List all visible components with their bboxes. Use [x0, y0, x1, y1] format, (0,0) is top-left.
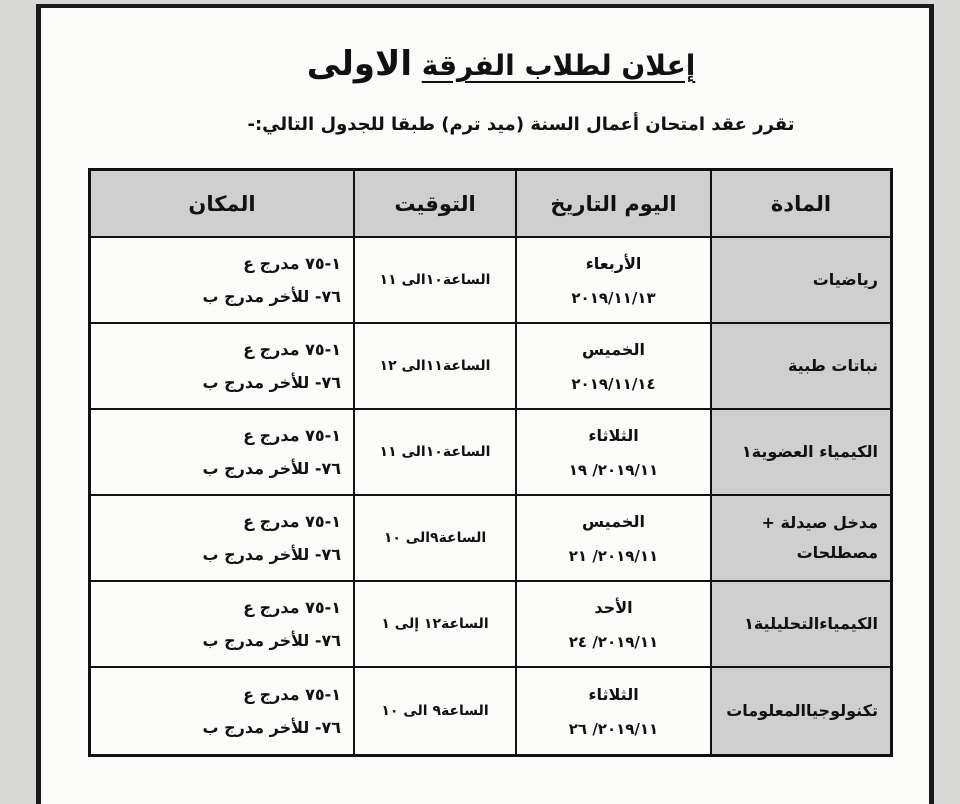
place-line-2: ٧٦- للأخر مدرج ب	[202, 545, 341, 564]
header-time: التوقيت	[353, 171, 515, 238]
day-name: الثلاثاء	[588, 425, 639, 445]
place-line-1: ١-٧٥ مدرج ع	[243, 598, 341, 617]
header-day-date: اليوم التاريخ	[515, 171, 710, 238]
place-line-1: ١-٧٥ مدرج ع	[243, 512, 341, 531]
place-cell	[91, 324, 353, 410]
time-cell: الساعة١٠الى ١١	[353, 410, 515, 496]
day-date-cell	[515, 668, 710, 754]
day-date-cell	[515, 410, 710, 496]
day-date-cell	[515, 324, 710, 410]
subject-cell: رياضيات	[710, 238, 890, 324]
exam-schedule-table	[88, 168, 893, 757]
page-title	[291, 44, 711, 84]
place-cell	[91, 668, 353, 754]
time-cell: الساعة٩ الى ١٠	[353, 668, 515, 754]
place-line-1: ١-٧٥ مدرج ع	[243, 340, 341, 359]
exam-date: ٢٠١٩/١١/ ٢٦	[568, 719, 659, 738]
day-date-cell	[515, 582, 710, 668]
header-subject: المادة	[710, 171, 890, 238]
header-place: المكان	[91, 171, 353, 238]
time-cell: الساعة١١الى ١٢	[353, 324, 515, 410]
subject-cell: نباتات طبية	[710, 324, 890, 410]
time-cell: الساعة٩الى ١٠	[353, 496, 515, 582]
day-date-cell	[515, 238, 710, 324]
time-cell: الساعة١٢ إلى ١	[353, 582, 515, 668]
place-line-2: ٧٦- للأخر مدرج ب	[202, 373, 341, 392]
subject-cell: مدخل صيدلة + مصطلحات	[710, 496, 890, 582]
subject-cell: الكيمياء العضوية١	[710, 410, 890, 496]
day-name: الخميس	[582, 339, 645, 359]
place-cell	[91, 496, 353, 582]
exam-date: ٢٠١٩/١١/ ٢٤	[568, 632, 659, 651]
exam-date: ٢٠١٩/١١/ ٢١	[568, 546, 659, 565]
day-name: الخميس	[582, 511, 645, 531]
announcement-subtitle: تقرر عقد امتحان أعمال السنة (ميد ترم) طبقا للجدول التالي:-	[247, 114, 795, 135]
title-part1: إعلان لطلاب الفرقة	[421, 49, 696, 82]
day-date-cell	[515, 496, 710, 582]
place-line-2: ٧٦- للأخر مدرج ب	[202, 459, 341, 478]
place-line-2: ٧٦- للأخر مدرج ب	[202, 718, 341, 737]
day-name: الثلاثاء	[588, 684, 639, 704]
subject-cell: الكيمياءالتحليلية١	[710, 582, 890, 668]
place-cell	[91, 410, 353, 496]
exam-date: ٢٠١٩/١١/١٤	[571, 374, 656, 393]
place-line-1: ١-٧٥ مدرج ع	[243, 426, 341, 445]
day-name: الأحد	[594, 597, 633, 617]
day-name: الأربعاء	[585, 253, 642, 273]
title-part2: الاولى	[306, 44, 412, 84]
place-line-1: ١-٧٥ مدرج ع	[243, 254, 341, 273]
place-line-2: ٧٦- للأخر مدرج ب	[202, 287, 341, 306]
place-line-1: ١-٧٥ مدرج ع	[243, 685, 341, 704]
exam-date: ٢٠١٩/١١/ ١٩	[568, 460, 659, 479]
place-cell	[91, 238, 353, 324]
place-cell	[91, 582, 353, 668]
place-line-2: ٧٦- للأخر مدرج ب	[202, 631, 341, 650]
time-cell: الساعة١٠الى ١١	[353, 238, 515, 324]
exam-date: ٢٠١٩/١١/١٣	[571, 288, 656, 307]
subject-cell: تكنولوجياالمعلومات	[710, 668, 890, 754]
